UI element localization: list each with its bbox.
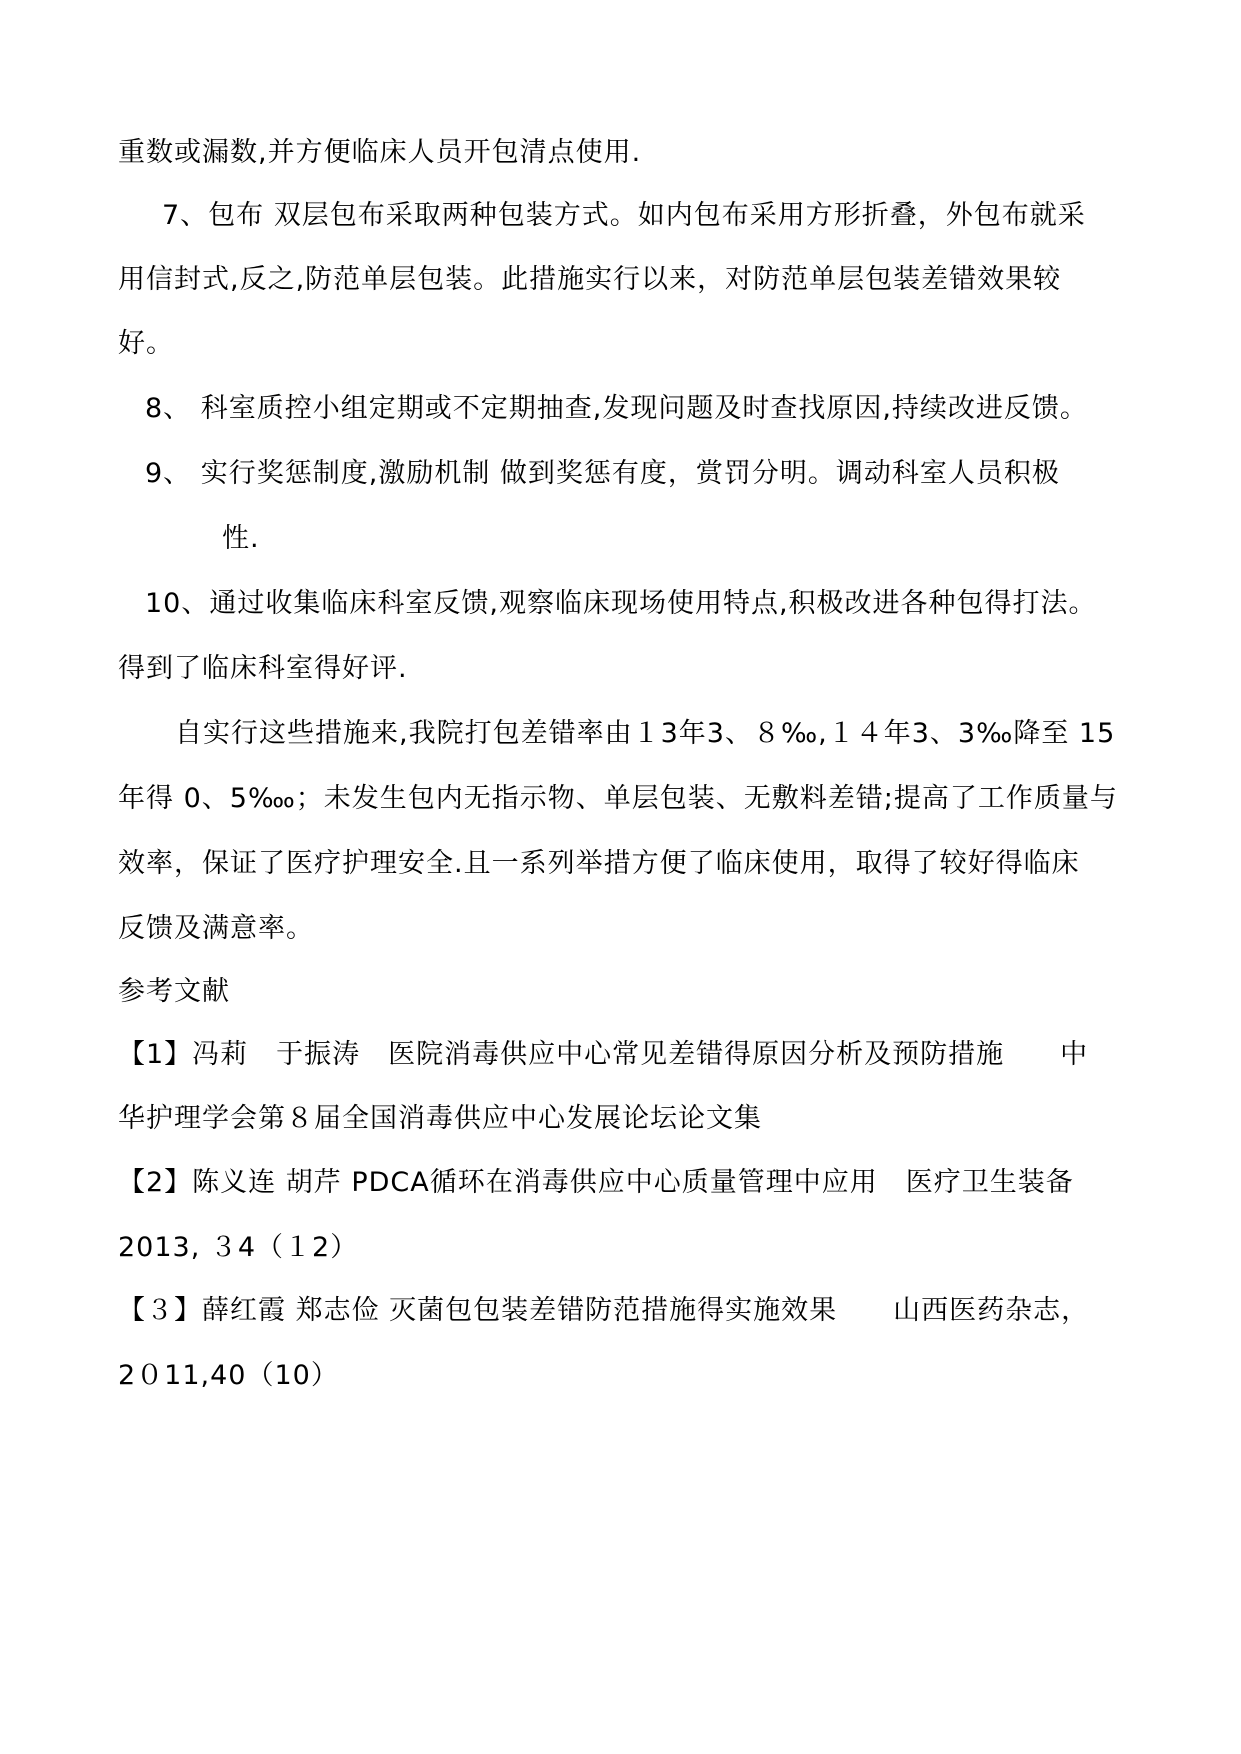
paragraph-line: 重数或漏数,并方便临床人员开包清点使用. bbox=[118, 137, 642, 168]
reference-3-line: 【３】薛红霞 郑志俭 灭菌包包装差错防范措施得实施效果 山西医药杂志， bbox=[118, 1295, 1090, 1326]
reference-2-line: 2013, ３4（１2） bbox=[118, 1232, 359, 1263]
summary-paragraph-line: 年得 0、5‱；未发生包内无指示物、单层包装、无敷料差错;提高了工作质量与 bbox=[118, 783, 1118, 814]
summary-paragraph-line: 自实行这些措施来,我院打包差错率由１3年3、８‰,１４年3、3‰降至 15 bbox=[175, 718, 1116, 749]
reference-1-line: 【1】冯莉 于振涛 医院消毒供应中心常见差错得原因分析及预防措施 中 bbox=[118, 1039, 1089, 1070]
reference-3-line: 2０11,40（10） bbox=[118, 1360, 339, 1391]
list-item-10-line: 得到了临床科室得好评. bbox=[118, 653, 408, 684]
summary-paragraph-line: 反馈及满意率。 bbox=[118, 913, 314, 944]
references-heading: 参考文献 bbox=[118, 976, 230, 1007]
list-item-10-line: 10、通过收集临床科室反馈,观察临床现场使用特点,积极改进各种包得打法。 bbox=[145, 588, 1097, 619]
list-item-7-line: 用信封式,反之,防范单层包装。此措施实行以来，对防范单层包装差错效果较 bbox=[118, 264, 1062, 295]
reference-1-line: 华护理学会第８届全国消毒供应中心发展论坛论文集 bbox=[118, 1103, 762, 1134]
summary-paragraph-line: 效率，保证了医疗护理安全.且一系列举措方便了临床使用，取得了较好得临床 bbox=[118, 848, 1080, 879]
list-item-8: 8、 科室质控小组定期或不定期抽查,发现问题及时查找原因,持续改进反馈。 bbox=[145, 393, 1088, 424]
list-item-9-line: 9、 实行奖惩制度,激励机制 做到奖惩有度，赏罚分明。调动科室人员积极 bbox=[145, 458, 1060, 489]
reference-2-line: 【2】陈义连 胡芹 PDCA循环在消毒供应中心质量管理中应用 医疗卫生装备 bbox=[118, 1167, 1074, 1198]
list-item-9-line: 性. bbox=[222, 523, 260, 554]
list-item-7-line: 好。 bbox=[118, 328, 174, 359]
list-item-7-line: 7、包布 双层包布采取两种包装方式。如内包布采用方形折叠，外包布就采 bbox=[162, 200, 1086, 231]
